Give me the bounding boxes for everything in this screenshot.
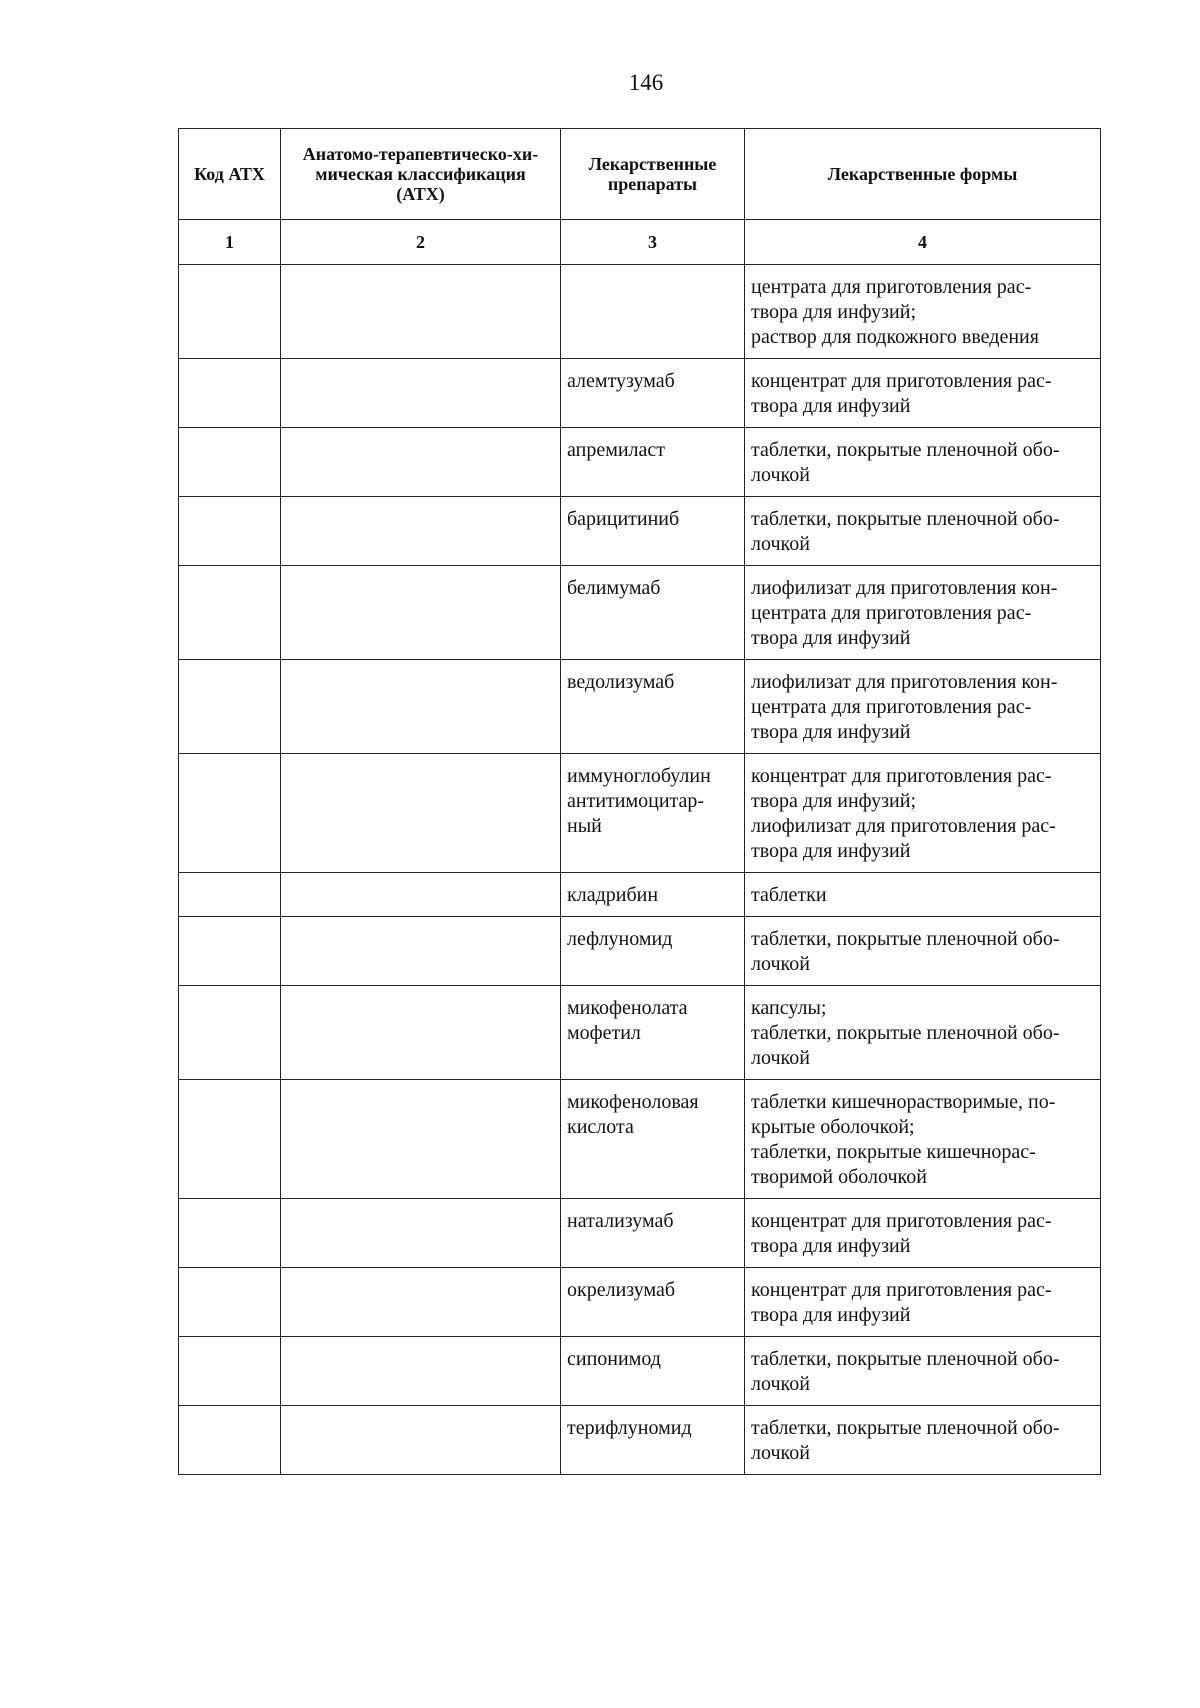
- cell-drug-name: [561, 660, 745, 754]
- cell-atx-classification: [281, 873, 561, 917]
- dosage-form-line: лиофилизат для приготовления кон-: [751, 671, 1058, 693]
- table-row: [179, 359, 1101, 428]
- dosage-form-line: таблетки, покрытые пленочной обо-: [751, 1417, 1060, 1439]
- cell-dosage-forms: [745, 660, 1101, 754]
- cell-atx-classification: [281, 1199, 561, 1268]
- cell-atx-classification: [281, 1337, 561, 1406]
- table-row: [179, 1337, 1101, 1406]
- cell-drug-name: [561, 1337, 745, 1406]
- cell-drug-name: [561, 873, 745, 917]
- cell-atx-classification: [281, 428, 561, 497]
- dosage-form-line: творимой оболочкой: [751, 1166, 927, 1188]
- dosage-form-line: твора для инфузий: [751, 1304, 911, 1326]
- drug-name-line: кладрибин: [567, 884, 659, 906]
- dosage-form-line: твора для инфузий: [751, 395, 911, 417]
- cell-atx-classification: [281, 265, 561, 359]
- drug-name-line: натализумаб: [567, 1210, 674, 1232]
- column-index: 3: [561, 220, 745, 265]
- table-row: [179, 265, 1101, 359]
- atx-drug-table: [178, 128, 1101, 1475]
- cell-atx-code: [179, 359, 281, 428]
- dosage-form-line: лиофилизат для приготовления кон-: [751, 577, 1058, 599]
- dosage-form-line: таблетки, покрытые пленочной обо-: [751, 1022, 1060, 1044]
- cell-dosage-forms: [745, 1080, 1101, 1199]
- table-row: [179, 660, 1101, 754]
- drug-name-line: мофетил: [567, 1022, 641, 1044]
- header-line: Лекарственные: [588, 154, 717, 174]
- drug-name-line: ный: [567, 815, 602, 837]
- drug-name-line: сипонимод: [567, 1348, 661, 1370]
- header-atx-code: [179, 129, 281, 220]
- table-row: [179, 986, 1101, 1080]
- cell-dosage-forms: [745, 1268, 1101, 1337]
- cell-dosage-forms: [745, 754, 1101, 873]
- cell-dosage-forms: [745, 986, 1101, 1080]
- cell-drug-name: [561, 1406, 745, 1475]
- table-row: [179, 1268, 1101, 1337]
- cell-drug-name: [561, 359, 745, 428]
- cell-drug-name: [561, 754, 745, 873]
- drug-name-line: кислота: [567, 1116, 634, 1138]
- dosage-form-line: таблетки: [751, 884, 827, 906]
- cell-atx-classification: [281, 754, 561, 873]
- dosage-form-line: концентрат для приготовления рас-: [751, 1279, 1052, 1301]
- cell-atx-code: [179, 917, 281, 986]
- cell-drug-name: [561, 1080, 745, 1199]
- cell-atx-code: [179, 1080, 281, 1199]
- cell-atx-code: [179, 873, 281, 917]
- dosage-form-line: лочкой: [751, 1047, 810, 1069]
- cell-dosage-forms: [745, 1199, 1101, 1268]
- cell-atx-code: [179, 1337, 281, 1406]
- cell-dosage-forms: [745, 873, 1101, 917]
- drug-name-line: микофенолата: [567, 997, 688, 1019]
- cell-atx-classification: [281, 359, 561, 428]
- dosage-form-line: твора для инфузий: [751, 627, 911, 649]
- table-row: [179, 754, 1101, 873]
- dosage-form-line: твора для инфузий: [751, 721, 911, 743]
- table-body: [179, 265, 1101, 1475]
- table-row: [179, 428, 1101, 497]
- dosage-form-line: лочкой: [751, 953, 810, 975]
- table-row: [179, 917, 1101, 986]
- header-line: мическая классификация: [315, 164, 526, 184]
- header-drugs: [561, 129, 745, 220]
- drug-name-line: окрелизумаб: [567, 1279, 676, 1301]
- cell-atx-classification: [281, 1268, 561, 1337]
- cell-atx-classification: [281, 497, 561, 566]
- cell-atx-classification: [281, 1080, 561, 1199]
- cell-drug-name: [561, 497, 745, 566]
- drug-name-line: антитимоцитар-: [567, 790, 705, 812]
- dosage-form-line: концентрат для приготовления рас-: [751, 765, 1052, 787]
- table-row: [179, 1406, 1101, 1475]
- drug-name-line: барицитиниб: [567, 508, 680, 530]
- dosage-form-line: твора для инфузий: [751, 840, 911, 862]
- header-line: Код АТХ: [194, 164, 265, 184]
- page-number: 146: [628, 70, 664, 95]
- table-header-row: [179, 129, 1101, 220]
- dosage-form-line: таблетки, покрытые пленочной обо-: [751, 928, 1060, 950]
- table-index-row: [179, 220, 1101, 265]
- dosage-form-line: таблетки, покрытые пленочной обо-: [751, 439, 1060, 461]
- dosage-form-line: лиофилизат для приготовления рас-: [751, 815, 1056, 837]
- dosage-form-line: твора для инфузий;: [751, 790, 917, 812]
- table-row: [179, 1199, 1101, 1268]
- cell-drug-name: [561, 986, 745, 1080]
- dosage-form-line: центрата для приготовления рас-: [751, 602, 1032, 624]
- cell-atx-classification: [281, 660, 561, 754]
- dosage-form-line: концентрат для приготовления рас-: [751, 370, 1052, 392]
- cell-atx-code: [179, 1268, 281, 1337]
- cell-dosage-forms: [745, 359, 1101, 428]
- dosage-form-line: таблетки, покрытые пленочной обо-: [751, 508, 1060, 530]
- drug-name-line: лефлуномид: [567, 928, 673, 950]
- drug-name-line: алемтузумаб: [567, 370, 675, 392]
- dosage-form-line: крытые оболочкой;: [751, 1116, 915, 1138]
- cell-atx-code: [179, 497, 281, 566]
- cell-atx-classification: [281, 566, 561, 660]
- column-index: 1: [179, 220, 281, 265]
- dosage-form-line: капсулы;: [751, 997, 827, 1019]
- cell-atx-code: [179, 754, 281, 873]
- cell-atx-code: [179, 660, 281, 754]
- cell-dosage-forms: [745, 428, 1101, 497]
- cell-atx-code: [179, 1199, 281, 1268]
- dosage-form-line: твора для инфузий;: [751, 301, 917, 323]
- dosage-form-line: таблетки, покрытые пленочной обо-: [751, 1348, 1060, 1370]
- cell-atx-code: [179, 566, 281, 660]
- cell-atx-classification: [281, 1406, 561, 1475]
- header-dosage-forms: [745, 129, 1101, 220]
- dosage-form-line: раствор для подкожного введения: [751, 326, 1039, 348]
- cell-atx-code: [179, 428, 281, 497]
- drug-name-line: терифлуномид: [567, 1417, 692, 1439]
- dosage-form-line: лочкой: [751, 1442, 810, 1464]
- cell-atx-code: [179, 1406, 281, 1475]
- cell-drug-name: [561, 428, 745, 497]
- dosage-form-line: лочкой: [751, 464, 810, 486]
- cell-dosage-forms: [745, 1406, 1101, 1475]
- dosage-form-line: лочкой: [751, 1373, 810, 1395]
- cell-atx-classification: [281, 917, 561, 986]
- cell-atx-code: [179, 986, 281, 1080]
- dosage-form-line: лочкой: [751, 533, 810, 555]
- header-line: (АТХ): [396, 184, 445, 204]
- dosage-form-line: центрата для приготовления рас-: [751, 276, 1032, 298]
- cell-drug-name: [561, 917, 745, 986]
- column-index: 2: [281, 220, 561, 265]
- cell-drug-name: [561, 265, 745, 359]
- cell-dosage-forms: [745, 917, 1101, 986]
- drug-name-line: микофеноловая: [567, 1091, 699, 1113]
- dosage-form-line: твора для инфузий: [751, 1235, 911, 1257]
- cell-dosage-forms: [745, 566, 1101, 660]
- drug-name-line: белимумаб: [567, 577, 661, 599]
- header-line: препараты: [607, 174, 698, 194]
- cell-drug-name: [561, 566, 745, 660]
- header-line: Анатомо-терапевтическо-хи-: [302, 144, 539, 164]
- cell-atx-classification: [281, 986, 561, 1080]
- drug-name-line: ведолизумаб: [567, 671, 675, 693]
- cell-dosage-forms: [745, 497, 1101, 566]
- column-index: 4: [745, 220, 1101, 265]
- cell-drug-name: [561, 1268, 745, 1337]
- header-line: Лекарственные формы: [827, 164, 1018, 184]
- drug-name-line: апремиласт: [567, 439, 666, 461]
- header-atx-classification: [281, 129, 561, 220]
- dosage-form-line: центрата для приготовления рас-: [751, 696, 1032, 718]
- table-row: [179, 873, 1101, 917]
- cell-atx-code: [179, 265, 281, 359]
- drug-name-line: иммуноглобулин: [567, 765, 711, 787]
- cell-dosage-forms: [745, 265, 1101, 359]
- cell-dosage-forms: [745, 1337, 1101, 1406]
- dosage-form-line: концентрат для приготовления рас-: [751, 1210, 1052, 1232]
- table-row: [179, 497, 1101, 566]
- table-row: [179, 566, 1101, 660]
- dosage-form-line: таблетки, покрытые кишечнорас-: [751, 1141, 1036, 1163]
- table-row: [179, 1080, 1101, 1199]
- dosage-form-line: таблетки кишечнорастворимые, по-: [751, 1091, 1056, 1113]
- cell-drug-name: [561, 1199, 745, 1268]
